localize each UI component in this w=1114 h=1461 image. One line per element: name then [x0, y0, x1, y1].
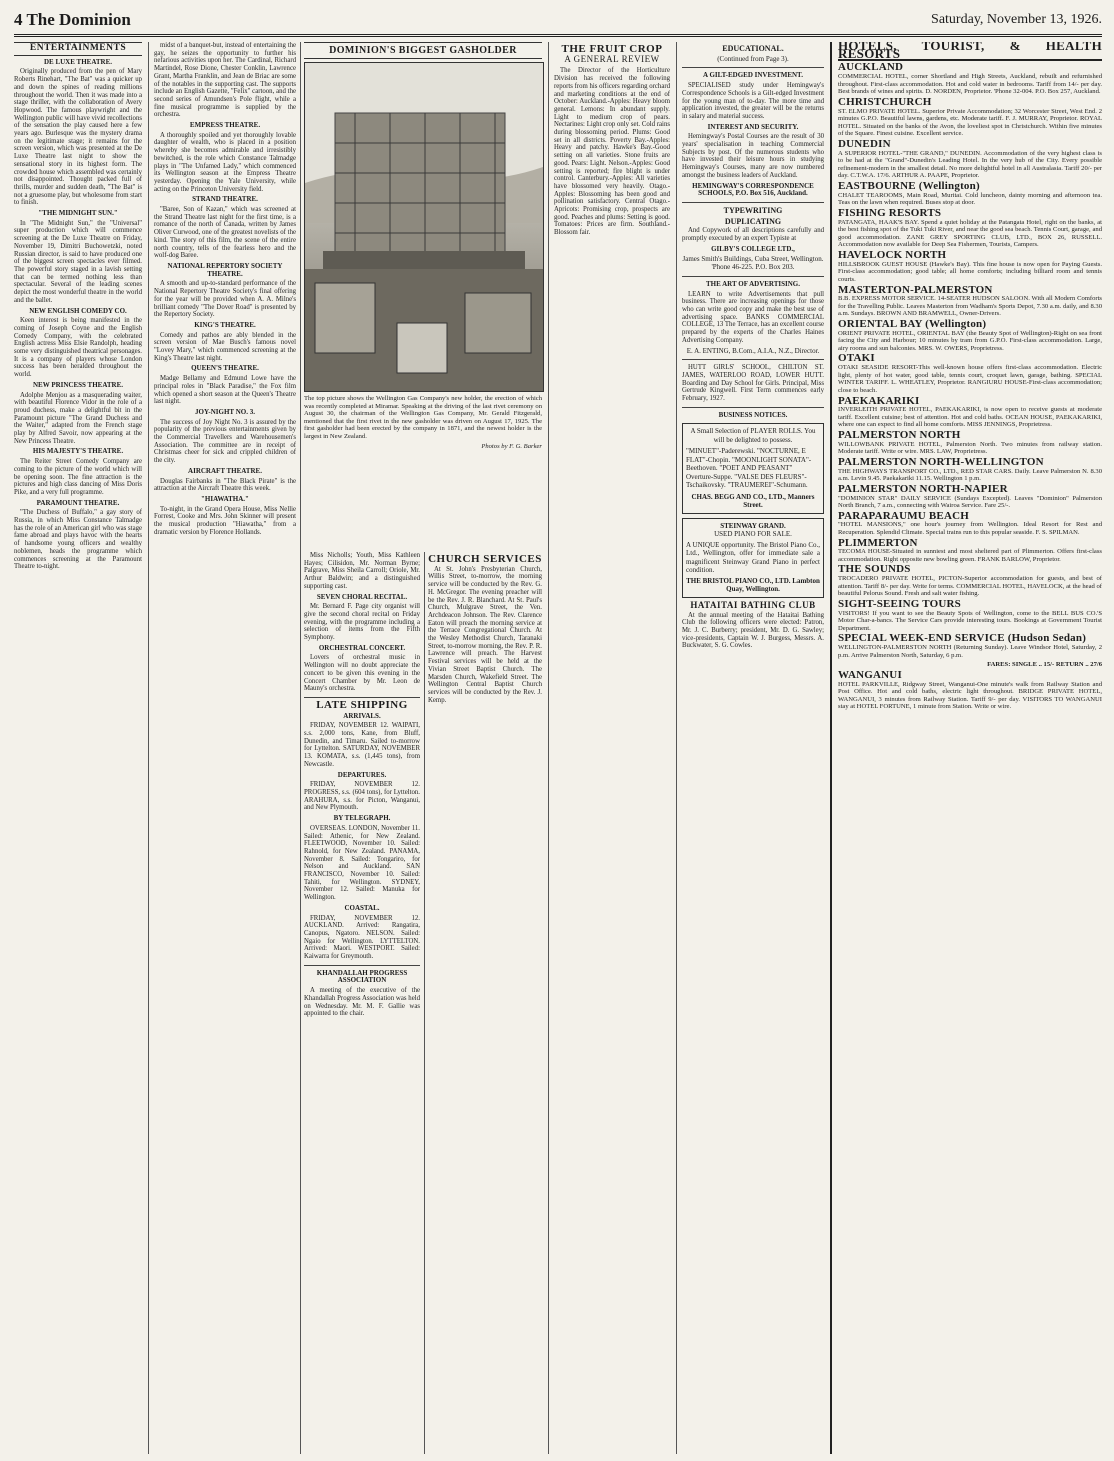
interest-text: Hemingway's Postal Courses are the result of 30 years' specialisation in teaching Commercial Subjects by post. Of the numerous students who have invested their leisure hours in studying Hemingway's Courses, many are now numbered amongst the business leaders of Auckland. — [682, 133, 824, 179]
article-heading: NATIONAL REPERTORY SOCIETY THEATRE. — [167, 261, 283, 278]
article-text: Comedy and pathos are ably blended in the screen version of Mae Busch's famous novel "Lovey Mary," which commenced screening at the King's Theatre last night. — [154, 331, 296, 362]
gilt-heading: A GILT-EDGED INVESTMENT. — [703, 71, 803, 80]
hotel-listing: HILLSBROOK GUEST HOUSE (Hawke's Bay). This fine house is now open for Paying Guests. First-class accommodation; good table; all home comforts; including billiard room and tennis courts. — [838, 260, 1102, 283]
entertainments-heading: ENTERTAINMENTS — [14, 42, 142, 56]
column-divider — [830, 42, 832, 1454]
article-heading: "HIAWATHA." — [201, 494, 249, 503]
church-column — [428, 552, 542, 1454]
typewriting-label: TYPEWRITING — [723, 205, 783, 215]
article-heading: SEVEN CHORAL RECITAL. — [316, 592, 408, 601]
hotel-town-heading: PLIMMERTON — [838, 536, 918, 549]
article-text: Mr. Bernard F. Page city organist will give the second choral recital on Friday evening, with the programme including a selection of items from the Fifth Symphony. — [304, 603, 420, 642]
banks-director: E. A. ENTING, B.Com., A.I.A., N.Z., Director. — [686, 346, 820, 355]
divider — [682, 359, 824, 360]
article-heading: HIS MAJESTY'S THEATRE. — [32, 447, 124, 456]
hotel-listing: INVERLEITH PRIVATE HOTEL, PAEKAKARIKI, is now open to receive guests at moderate tariff. Excellent cuisine; best of attention. Hot and cold baths. OCEAN HOUSE, PAEKAKARIKI, where one can expect to find all home comforts. MISS JENNINGS, Proprietress. — [838, 406, 1102, 429]
hotel-town-heading: WANGANUI — [838, 668, 902, 681]
masthead — [14, 10, 1102, 37]
shipping-text: FRIDAY, NOVEMBER 12. PROGRESS, s.s. (604 tons), for Lyttelton. ARAHURA, s.s. for Picton, Wanganui, and New Plymouth. — [304, 781, 420, 812]
gasholder-feature — [304, 42, 542, 451]
hataitai-heading: HATAITAI BATHING CLUB — [690, 599, 816, 610]
hotel-listing: ORIENT PRIVATE HOTEL, ORIENTAL BAY (the Beauty Spot of Wellington)-Right on sea front facing the City and Harbour; 10 minutes by tram from G.P.O. First-class accommodation. Large, airy rooms and sun balconies. MRS. W. OWERS, Proprietress. — [838, 329, 1102, 352]
article-heading: QUEEN'S THEATRE. — [191, 364, 259, 373]
article-heading: STRAND THEATRE. — [192, 195, 258, 204]
shipping-subheading: BY TELEGRAPH. — [333, 814, 391, 823]
hotel-listing: "HOTEL MANSIONS," one hour's journey from Wellington. Ideal Resort for Rest and Recuperation. Splendid Climate. Special trains run to this popular seaside. F. S. SPILMAN. — [838, 521, 1102, 536]
hotel-town-heading: DUNEDIN — [838, 137, 891, 150]
hataitai-text: At the annual meeting of the Hataitai Bathing Club the following officers were elected: Patron, Mr. J. C. Burberry; president, Mr. D. G. Sawley; vice-presidents, Captain W. J. Burgess, Messrs. A. Buckwater, S. G. Cowles. — [682, 611, 824, 650]
article-heading: JOY-NIGHT NO. 3. — [195, 407, 255, 416]
hotel-town-heading: MASTERTON-PALMERSTON — [838, 283, 993, 296]
hotel-listing: PATANGATA, HAAK'S BAY. Spend a quiet holiday at the Patangata Hotel, right on the banks, at the best fishing spot of the Tuki Tuki River, and near the good sea beach. Tennis Court, garage, and good accommodation. ZANE GREY SPORTING CLUB, LTD., BOX 26, RUSSELL. Accommodation now available for Deep Sea Fishermen, Tourists, Campers. — [838, 218, 1102, 249]
hotel-town-heading: PARAPARAUMU BEACH — [838, 509, 970, 522]
feature-title: DOMINION'S BIGGEST GASHOLDER — [304, 42, 542, 59]
hotel-town-heading: EASTBOURNE (Wellington) — [838, 180, 980, 193]
art-heading: THE ART OF ADVERTISING. — [705, 279, 801, 288]
divider — [304, 965, 420, 966]
player-rolls-intro: A Small Selection of PLAYER ROLLS. You will be delighted to possess. — [690, 427, 816, 444]
divider — [682, 67, 824, 68]
typing-text: And Copywork of all descriptions carefully and promptly executed by an expert Typiste at — [682, 227, 824, 243]
hemingway-address: HEMINGWAY'S CORRESPONDENCE SCHOOLS, P.O. Box 516, Auckland. — [692, 181, 814, 198]
article-text: Keen interest is being manifested in the coming of Joseph Coyne and the English Comedy Company, with the celebrated English actress Miss Elsie Randolph, heading some very distinguished theatrical personages. It is a company of players whose London success has been heralded throughout the world. — [14, 317, 142, 379]
column-divider — [548, 42, 549, 1454]
interest-heading: INTEREST AND SECURITY. — [707, 122, 799, 131]
duplicating-label: DUPLICATING — [724, 216, 782, 226]
hotel-town-heading: HAVELOCK NORTH — [838, 249, 947, 262]
fares-box: FARES: SINGLE .. 15/- RETURN .. 27/6 — [987, 661, 1102, 669]
column-divider — [300, 42, 301, 1454]
hotel-listing: ST. ELMO PRIVATE HOTEL. Superior Private Accommodation; 32 Worcester Street, West End. 2 minutes G.P.O. Beautiful lawns, gardens, etc. Moderate tariff. F. J. MURRAY, Proprietor. ROYAL HOTEL. Situated on the banks of the Avon, the loveliest spot in Christchurch. Within five minutes of the Square. Finest cuisine. Excellent service. — [838, 107, 1102, 138]
player-rolls-list: "MINUET"-Paderewski. "NOCTURNE, E FLAT"-Chopin. "MOONLIGHT SONATA"-Beethoven. "POET AND PEASANT" Overture-Suppe. "VALSE DES FLEURS"-Tschaikovsky. "TRAUMEREI"-Schumann. — [686, 447, 812, 490]
shipping-text: FRIDAY, NOVEMBER 12. AUCKLAND. Arrived: Rangatira, Canopus, Ngatoro. NELSON. Sailed: Ngaio for Wellington. LYTTELTON. Arrived: Maori. WESTPORT. Sailed: Kaiwarra for Greymouth. — [304, 914, 420, 961]
hotel-town-heading: CHRISTCHURCH — [838, 95, 932, 108]
gilt-text: SPECIALISED study under Hemingway's Correspondence Schools is a Gilt-edged Investment for the young man of to-day. The more time and application invested, the greater will be the returns in salary and material success. — [682, 82, 824, 120]
hotel-listing: HOTEL PARKVILLE, Ridgway Street, Wanganui-One minute's walk from Railway Station and Post Office. Hot and cold baths, electric light throughout. BRIDGE PRIVATE HOTEL, WANGANUI, 3 minutes from Railway Station. Tariff 9/- per day. VISITORS TO WANGANUI stay at HOTEL FORTUNE, 1 minute from Station. Write or wire. — [838, 680, 1102, 711]
steinway-ad — [682, 518, 824, 598]
bristol-name: THE BRISTOL PIANO CO., LTD. Lambton Quay, Wellington. — [686, 576, 820, 594]
photo-credit: Photos by F. G. Barker — [481, 443, 542, 450]
shipping-text: OVERSEAS. LONDON, November 11. Sailed: Athenic, for New Zealand. FLEETWOOD, November 10. Sailed: Rahnold, for New Zealand. PANAMA, November 8. Sailed: Tongariro, for Nelson and Auckland. SAN FRANCISCO, November 10. Sailed: Tahiti, for Wellington. SYDNEY, November 12. Sailed: Manuka for Wellington. — [304, 824, 420, 902]
used-piano-heading: USED PIANO FOR SALE. — [714, 530, 792, 539]
fruit-heading: THE FRUIT CROP — [561, 43, 663, 55]
hotel-town-heading: THE SOUNDS — [838, 563, 911, 576]
article-text: Originally produced from the pen of Mary Roberts Rinehart, "The Bat" was a quicker up and down the spines of reading millions throughout the world. Then it was made into a stage thriller, with the collaboration of Avery Hopwood. The famous playwright and the Wellington public will have vivid recollections of the sensation the play caused here a few years ago. Burlesque was the mystery drama on the legitimate stage; it remains for the screen version, which was presented at the De Luxe Theatre last night to show the sensational story in its highest form. The crowded house which assembled was certainly not disappointed. Thought packed full of thrills, murder and sudden death, "The Bat" is not a gruesome play, but wholesome from start to finish. — [14, 68, 142, 207]
shipping-subheading: DEPARTURES. — [337, 770, 387, 779]
divider — [304, 697, 420, 698]
hotels-heading: HOTELS, TOURIST, & HEALTH RESORTS — [838, 42, 1102, 61]
fruit-column — [554, 42, 670, 1454]
article-heading: "THE MIDNIGHT SUN." — [38, 209, 118, 218]
column-divider — [424, 552, 425, 1454]
hotel-listing: THE HIGHWAYS TRANSPORT CO., LTD., RED STAR CARS. Daily. Leave Palmerston N. 8.30 a.m. Levin 9.45. Paekakariki 11.15. Wellington 1 p.m. — [838, 467, 1102, 483]
bristol-text: A UNIQUE opportunity. The Bristol Piano Co., Ltd., Wellington, offer for immediate sale a magnificent Steinway Grand Piano in perfect condition. — [686, 540, 820, 575]
hotel-town-heading: PAEKAKARIKI — [838, 394, 920, 407]
article-text: In "The Midnight Sun," the "Universal" super production which will commence screening at the De Luxe Theatre on Friday, November 19, Dimitri Buchowetzki, noted Russian director, is said to have produced one of the biggest screen spectacles ever filmed. The powerful story staged in a lavish setting that can be termed nothing less than spectacular. Several of the leading scenes depict the most wonderful theatre in the world and the ballet. — [14, 219, 142, 304]
concerts-shipping-column — [304, 552, 420, 1454]
hotel-listing: TROCADERO PRIVATE HOTEL, PICTON-Superior accommodation for guests, and best of attention. Tariff 8/- per day. Write for terms. COMMERCIAL HOTEL, HAVELOCK, at the head of beautiful Pelorus Sound. Fresh and salt water fishing. — [838, 575, 1102, 598]
hotel-town-heading: OTAKI — [838, 352, 875, 365]
hotel-listing: A SUPERIOR HOTEL-"THE GRAND," DUNEDIN. Accommodation of the very highest class is to be had at the "Grand"-Dunedin's Leading Hotel. In the very hub of the City. Every possible refinement-modern in the smallest detail. No more delightful hotel in all Australasia. Tariff 20/- per day. C.T.W.A. 17/6. ARTHUR A. PAAPE, Proprietor. — [838, 149, 1102, 180]
divider — [682, 202, 824, 203]
hotel-town-heading: ORIENTAL BAY (Wellington) — [838, 317, 987, 330]
article-text: The success of Joy Night No. 3 is assured by the popularity of the previous entertainments given by the Commercial Travellers and Warehousemen's Association. The committee are in receipt of Christmas cheer for sick and crippled children of the city. — [154, 418, 296, 465]
article-text: Adolphe Menjou as a masquerading waiter, with beautiful Florence Vidor in the role of a proud duchess, make a delightful bit in the Paramount picture "The Grand Duchess and the Waiter," adapted from the French stage play by Alfred Savoir, now appearing at the New Princess Theatre. — [14, 391, 142, 445]
article-text: "The Duchess of Buffalo," a gay story of Russia, in which Miss Constance Talmadge has the role of an American girl who was stage fame abroad and plays havoc with the hearts of handsome young officers and wealthy noblemen, heads the programme which commences screening at the Paramount Theatre to-night. — [14, 509, 142, 571]
photo-caption: The top picture shows the Wellington Gas Company's new holder, the erection of which was recently completed at Miramar. Speaking at the driving of the last rivet ceremony on August 30, the chairman of the Wellington Gas Company, Mr. Gerald Fitzgerald, mentioned that the first rivet in the new gasholder was driven on August 17, 1925. The first gasholder had been erected by the company in 1871, and the newest holder is the largest in New Zealand. — [304, 395, 542, 440]
khandallah-heading: KHANDALLAH PROGRESS ASSOCIATION — [316, 968, 408, 985]
article-text: Lovers of orchestral music in Wellington will no doubt appreciate the concert to be given this evening in the Concert Chamber by Mr. Leon de Mauny's orchestra. — [304, 654, 420, 693]
edu-heading: EDUCATIONAL. — [722, 44, 784, 53]
article-heading: NEW PRINCESS THEATRE. — [32, 380, 124, 389]
church-heading: CHURCH SERVICES — [428, 553, 542, 565]
hotel-town-heading: PALMERSTON NORTH — [838, 429, 961, 442]
column-divider — [676, 42, 677, 1454]
shipping-subheading: COASTAL. — [344, 903, 380, 912]
gasholder-photo-image — [305, 63, 543, 391]
article-text: Miss Nicholls; Youth, Miss Kathleen Hayes; Cilisidon, Mr. Norman Byrne; Palgrave, Miss Sheila Carroll; Oriole, Mr. Arthur Baldwin; and a distinguished supporting cast. — [304, 552, 420, 590]
player-rolls-ad — [682, 423, 824, 514]
article-heading: AIRCRAFT THEATRE. — [188, 466, 262, 475]
hotel-town-heading: SPECIAL WEEK-END SERVICE (Hudson Sedan) — [838, 632, 1087, 645]
hotel-listing: TECOMA HOUSE-Situated in sunniest and most sheltered part of Plimmerton. Offers first-class accommodation. Right opposite new bowling green. FRANK BARLOW, Proprietor. — [838, 548, 1102, 563]
entertainments-column — [14, 42, 142, 1454]
article-text: The Reiter Street Comedy Company are coming to the picture of the world which will be opening soon. The fine attraction is the pictures and high class dancing of Miss Doris Pike, and a very full programme. — [14, 458, 142, 496]
edu-continued: (Continued from Page 3). — [717, 54, 789, 63]
hotel-town-heading: FISHING RESORTS — [838, 206, 942, 219]
gilby-name: GILBY'S COLLEGE LTD., — [711, 244, 795, 253]
hotel-listing: WELLINGTON-PALMERSTON NORTH (Returning Sunday). Leave Windsor Hotel, Saturday, 2 p.m. Arrive Palmerston North, Saturday, 6 p.m. — [838, 644, 1102, 659]
article-heading: ORCHESTRAL CONCERT. — [318, 643, 406, 652]
column-divider — [148, 42, 149, 1454]
shipping-text: FRIDAY, NOVEMBER 12. WAIPATI, s.s. 2,000 tons, Kane, from Bluff, Dunedin, and Timaru. Sailed to-morrow for Lyttelton. SATURDAY, NOVEMBER 13. KOMATA, s.s. (1,445 tons), from Newcastle. — [304, 722, 420, 768]
shipping-subheading: ARRIVALS. — [343, 711, 381, 720]
fruit-text: The Director of the Horticulture Division has received the following reports from his officers regarding orchard and marketing conditions at the end of October: Auckland.-Apples: Heavy bloom general. Lemons: In abundant supply. Light to medium crop of pears. Nectarines: Light crop only set. Cold rains during blossoming period. Plums: Good set in all districts. Poverty Bay.-Apples: Heavy and patchy. Hawke's Bay.-Good setting on all varieties. Stone fruits are good. Pears: Light. Nelson.-Apples: Good setting is reported; fire blight is under control. Canterbury.-Apples: All varieties have blossomed very heavily. Otago.-Apples: Blossoming has been good and pollination satisfactory. Central Otago.-Apricots: Promising crop, prospects are good. Peaches and plums: Setting is good. Tomatoes: Prices are firm. Southland.-Blossom fair. — [554, 67, 670, 237]
steinway-heading: STEINWAY GRAND. — [720, 521, 786, 530]
article-text: "Baree, Son of Kazan," which was screened at the Strand Theatre last night for the first time, is a romance of the north of Canada, written by James Oliver Curwood, one of the greatest novelists of the kind. The story of this film, the scene of the entire north country, tells of the fearless hero and the wolf-dog Baree. — [154, 206, 296, 260]
article-text: A smooth and up-to-standard performance of the National Repertory Theatre Society's final offering for the year will be provided when A. A. Milne's brilliant comedy "The Dover Road" is presented by the Repertory Society. — [154, 280, 296, 319]
divider — [682, 276, 824, 277]
fruit-subheading: A GENERAL REVIEW — [564, 53, 660, 64]
article-text: To-night, in the Grand Opera House, Miss Nellie Forrest, Cooke and Mrs. John Skinner will present the musical production "Hiawatha," from a dramatic version by Florence Hollands. — [154, 505, 296, 536]
gilby-address: James Smith's Buildings, Cuba Street, Wellington. 'Phone 46-225. P.O. Box 203. — [682, 255, 824, 272]
hotel-listing: COMMERCIAL HOTEL, corner Shortland and High Streets, Auckland, rebuilt and refurnished throughout. First-class accommodation. Hot and cold water in bedrooms. Tariff from 14/- per day. Best brands of wines and spirits. D. NORDEN, Proprietor. 'Phone 32-004. P.O. Box 257, Auckland. — [838, 73, 1102, 96]
educational-column — [682, 42, 824, 1454]
gasholder-photo — [304, 62, 544, 392]
hotel-town-heading: SIGHT-SEEING TOURS — [838, 597, 961, 610]
hotel-listing: B.B. EXPRESS MOTOR SERVICE. 14-SEATER HUDSON SALOON. With all Modern Comforts for the Travelling Public. Leaves Masterton from Wadham's Sports Depot, 7.30 a.m. daily, and 8.30 a.m. Sundays. BROWN AND BRAMWELL, Owner-Drivers. — [838, 295, 1102, 318]
article-text: Douglas Fairbanks in "The Black Pirate" is the attraction at the Aircraft Theatre this week. — [154, 477, 296, 493]
page-title: 4 The Dominion — [14, 10, 131, 29]
hutt-text: HUTT GIRLS' SCHOOL, CHILTON ST. JAMES, WATERLOO ROAD, LOWER HUTT. Boarding and Day School for Girls. Principal, Miss Gertrude Kingwell. First Term commences early February, 1927. — [682, 364, 824, 403]
page-date: Saturday, November 13, 1926. — [931, 12, 1102, 27]
article-text: A thoroughly spoiled and yet thoroughly lovable daughter of wealth, who is placed in a position whereby she becomes admirable and irresistibly bewitched, is the role which Constance Talmadge plays in "The Unfamed Lady," which commenced its Wellington season at the Empress Theatre yesterday. Opening the Yale University, while acting on the Princeton University field. — [154, 131, 296, 193]
hotel-listing: CHALET TEAROOMS, Main Road, Muritai. Cold luncheon, dainty morning and afternoon tea. Teas on the lawn when required. Buses stop at door. — [838, 191, 1102, 207]
begg-name: CHAS. BEGG AND CO., LTD., Manners Street. — [691, 492, 815, 510]
article-heading: PARAMOUNT THEATRE. — [36, 498, 120, 507]
hotel-town-heading: PALMERSTON NORTH-WELLINGTON — [838, 455, 1044, 468]
hotel-town-heading: AUCKLAND — [838, 61, 904, 74]
article-heading: NEW ENGLISH COMEDY CO. — [29, 306, 127, 315]
hotel-listing: VISITORS! If you want to see the Beauty Spots of Wellington, come to the BELL BUS CO.'S Motor Char-a-bancs. The Service Cars provide interesting tours. Bookings at Government Tourist Department. — [838, 609, 1102, 632]
shipping-heading: LATE SHIPPING — [316, 698, 408, 711]
article-heading: DE LUXE THEATRE. — [43, 57, 112, 66]
hotel-town-heading: PALMERSTON NORTH-NAPIER — [838, 482, 1008, 495]
article-heading: KING'S THEATRE. — [194, 320, 256, 329]
khandallah-text: A meeting of the executive of the Khandallah Progress Association was held on Wednesday. Mr. M. F. Gallie was appointed to the chair. — [304, 987, 420, 1018]
article-continuation: midst of a banquet-but, instead of entertaining the gay, he seizes the opportunity to further his nefarious activities upon her. The Cardinal, Richard Martindel, Rose Dione, Chester Conklin, Lawrence Grant, Martha Franklin, and Jean de Briac are some of the notables in the supporting cast. The supports include an English Gazette, "Felix" cartoon, and the second series of Amundsen's Pole flight, while a fine musical programme is supplied by the orchestra. — [154, 42, 296, 119]
article-text: Madge Bellamy and Edmund Lowe have the principal roles in "Black Paradise," the Fox film which opened a short season at the Queen's Theatre last night. — [154, 375, 296, 406]
hotel-listing: "DOMINION STAR" DAILY SERVICE (Sundays Excepted). Leaves "Dominion" Palmerston North Branch, 7 a.m., connecting with Wairoa Service. Fare 25/-. — [838, 494, 1102, 510]
theatre-column — [154, 42, 296, 1454]
divider — [682, 407, 824, 408]
hotels-column — [838, 42, 1102, 1454]
notices-heading: BUSINESS NOTICES. — [718, 410, 788, 419]
art-text: LEARN to write Advertisements that pull business. There are increasing openings for those who can write good copy and make the best use of advertising space. BANKS COMMERCIAL COLLEGE, 13 The Terrace, has an excellent course prepared by the experts of the Charles Haines Advertising Company. — [682, 290, 824, 344]
church-text: At St. John's Presbyterian Church, Willis Street, to-morrow, the morning service will be conducted by the Rev. G. H. McGregor. The evening preacher will be the Rev. J. R. Blanchard. At St. Paul's Church, Mulgrave Street, the Ven. Archdeacon Johnson. The Rev. Clarence Eaton will preach the morning service at the Terrace Congregational Church. At the Wesley Methodist Church, Taranaki Street, to-morrow morning, the Rev. P. R. Lawrence will preach. The Harvest Festival services will be held at the Vivian Street Baptist Church. The Marsden Church, Wakefield Street. The Wellington Central Baptist Church services will be conducted by the Rev. J. Kemp. — [428, 565, 542, 704]
article-heading: EMPRESS THEATRE. — [189, 121, 261, 130]
hotel-listing: WILLOWBANK PRIVATE HOTEL, Palmerston North. Two minutes from railway station. Moderate tariff. Write or wire. MRS. LAW, Proprietress. — [838, 440, 1102, 456]
hotel-listing: OTAKI SEASIDE RESORT-This well-known house offers first-class accommodation. Electric light, plenty of hot water, good table, tennis court, croquet lawn, garage, bathing. SPECIAL WINTER TARIFF. L. WHEATLEY, Proprietor. RANGIURU HOUSE-First-class accommodation; close to beach. — [838, 364, 1102, 394]
